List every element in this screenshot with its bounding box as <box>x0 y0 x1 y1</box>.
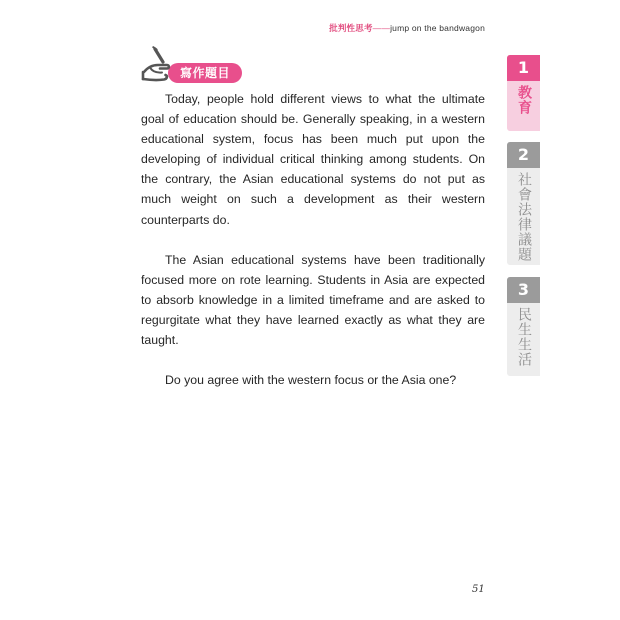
chapter-tab-number: 3 <box>507 277 540 303</box>
body-paragraph: Today, people hold different views to what the ultimate goal of education should be. Generally speaking, in a western educational system, focus has been much put upon the developing of individual critical thinking among students. On the contrary, the Asian educational systems do not put as much weight on such a development as their western counterparts do. <box>141 92 485 227</box>
chapter-tab-label: 教育 <box>516 85 532 115</box>
section-heading-label: 寫作題目 <box>180 66 231 80</box>
running-header-zh: 批判性思考 <box>329 23 373 33</box>
chapter-tab-label: 社會法律議題 <box>516 172 532 262</box>
running-header-separator: —— <box>372 23 391 33</box>
section-heading <box>140 46 260 86</box>
running-header <box>329 22 485 34</box>
chapter-tab-1[interactable] <box>507 55 540 131</box>
pencil-hand-icon <box>140 46 182 86</box>
chapter-tab-2[interactable] <box>507 142 540 265</box>
chapter-tab-number: 2 <box>507 142 540 168</box>
writing-prompt-body <box>141 89 485 411</box>
chapter-tab-label: 民生生活 <box>516 307 532 367</box>
chapter-tab-number: 1 <box>507 55 540 81</box>
prompt-question: Do you agree with the western focus or the Asia one? <box>165 373 457 388</box>
chapter-tab-3[interactable] <box>507 277 540 376</box>
running-header-en: jump on the bandwagon <box>390 23 485 33</box>
page-number: 51 <box>472 584 485 595</box>
body-paragraph: The Asian educational systems have been traditionally focused more on rote learning. Students in Asia are expected to absorb knowledge in a limited timeframe and are asked to regurgitate what they have learned exactly as what they are taught. <box>141 252 485 348</box>
